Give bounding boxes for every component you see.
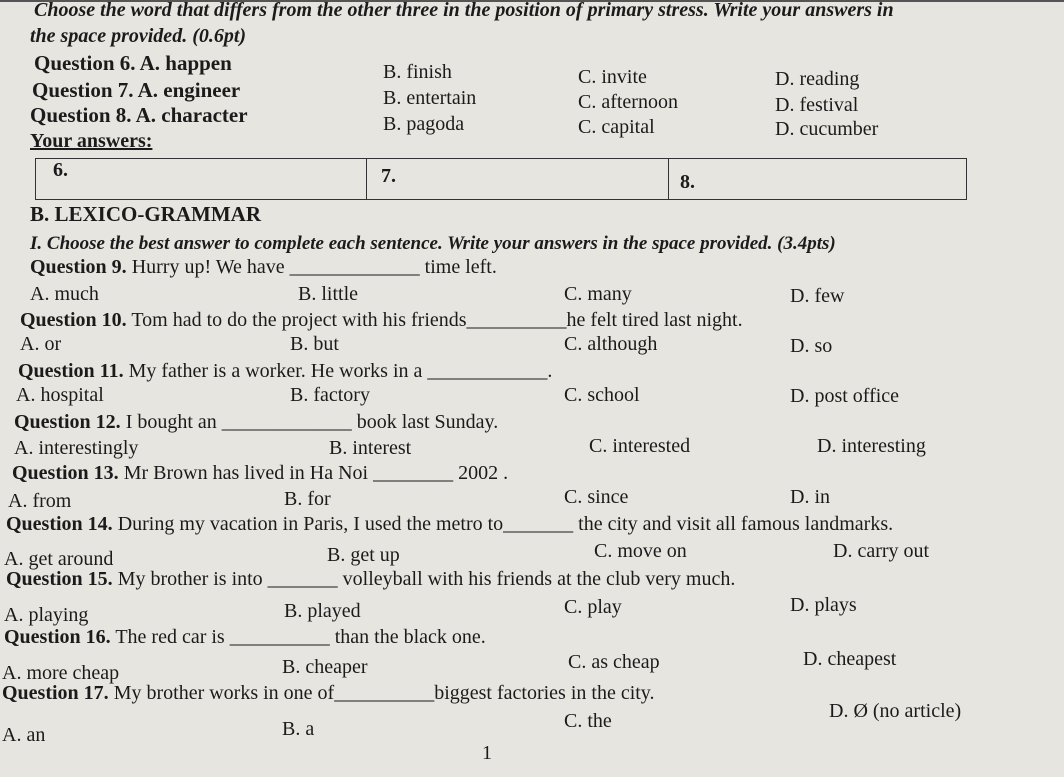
- question-9-option-b: B. little: [298, 283, 358, 305]
- question-13-option-a: A. from: [8, 490, 72, 512]
- question-16-option-d: D. cheapest: [803, 648, 897, 670]
- question-13-option-d: D. in: [790, 486, 830, 508]
- question-15-label: Question 15.: [6, 568, 113, 590]
- your-answers-label: Your answers:: [30, 130, 153, 152]
- question-10-option-a: A. or: [20, 333, 62, 355]
- question-8-option-b: B. pagoda: [383, 113, 465, 135]
- question-10-option-b: B. but: [290, 333, 339, 355]
- question-9: [30, 256, 497, 279]
- question-12-option-a: A. interestingly: [14, 437, 139, 459]
- question-13-label: Question 13.: [12, 462, 119, 484]
- question-17-text: My brother works in one of__________biggest factories in the city.: [113, 682, 655, 704]
- question-16-label: Question 16.: [4, 626, 111, 648]
- question-9-label: Question 9.: [30, 256, 127, 278]
- question-11-option-b: B. factory: [290, 384, 370, 406]
- question-7-option-c: C. afternoon: [578, 91, 678, 113]
- question-15: [6, 568, 735, 591]
- stress-instruction: Choose the word that differs from the other three in the position of primary stress. Write your answers in: [34, 0, 894, 21]
- question-11-option-c: C. school: [564, 384, 640, 406]
- question-12-text: I bought an _____________ book last Sunday.: [125, 411, 499, 433]
- question-14-option-c: C. move on: [594, 540, 687, 562]
- question-16-option-a: A. more cheap: [2, 662, 120, 684]
- question-12-label: Question 12.: [14, 411, 121, 433]
- question-15-option-c: C. play: [564, 596, 622, 618]
- question-7-option-d: D. festival: [775, 94, 859, 116]
- question-14-option-a: A. get around: [4, 548, 114, 570]
- question-12-option-c: C. interested: [589, 435, 691, 457]
- question-10-option-d: D. so: [790, 335, 833, 357]
- question-11-label: Question 11.: [18, 360, 124, 382]
- page-number: 1: [482, 742, 492, 764]
- question-13: [12, 462, 508, 485]
- question-16-text: The red car is __________ than the black one.: [115, 626, 486, 648]
- question-13-option-b: B. for: [284, 488, 331, 510]
- answer-cell-6[interactable]: [36, 159, 367, 199]
- question-12: [14, 411, 498, 434]
- question-14-option-b: B. get up: [327, 544, 400, 566]
- answer-label-7: 7.: [381, 165, 396, 187]
- question-7-label: Question 7. A. engineer: [32, 78, 241, 102]
- section-i-instruction: I. Choose the best answer to complete each sentence. Write your answers in the space provided. (3.4pts): [30, 233, 836, 254]
- question-6-label: Question 6. A. happen: [34, 51, 232, 75]
- question-9-option-d: D. few: [790, 285, 845, 307]
- answer-cell-8[interactable]: [668, 159, 968, 199]
- question-8-label: Question 8. A. character: [30, 103, 248, 127]
- question-12-option-d: D. interesting: [817, 435, 926, 457]
- question-8-option-d: D. cucumber: [775, 118, 879, 140]
- question-14-text: During my vacation in Paris, I used the metro to_______ the city and visit all famous landmarks.: [117, 513, 894, 535]
- question-17: [2, 682, 655, 705]
- question-14-option-d: D. carry out: [833, 540, 930, 562]
- question-6-option-d: D. reading: [775, 68, 860, 90]
- question-13-text: Mr Brown has lived in Ha Noi ________ 2002 .: [123, 462, 509, 484]
- question-16-option-c: C. as cheap: [568, 651, 660, 673]
- question-15-option-a: A. playing: [4, 604, 89, 626]
- answer-box: [35, 158, 967, 200]
- question-17-label: Question 17.: [2, 682, 109, 704]
- question-14-label: Question 14.: [6, 513, 113, 535]
- question-9-option-c: C. many: [564, 283, 632, 305]
- question-11-option-d: D. post office: [790, 385, 900, 407]
- question-7-option-b: B. entertain: [383, 87, 477, 109]
- question-14: [6, 513, 893, 536]
- question-9-text: Hurry up! We have _____________ time left.: [131, 256, 497, 278]
- stress-instruction-cont: the space provided. (0.6pt): [30, 25, 247, 47]
- question-10: [20, 309, 743, 332]
- question-16: [4, 626, 486, 649]
- question-15-option-b: B. played: [284, 600, 361, 622]
- question-12-option-b: B. interest: [329, 437, 412, 459]
- answer-cell-7[interactable]: [366, 159, 669, 199]
- question-16-option-b: B. cheaper: [282, 656, 368, 678]
- question-6-option-b: B. finish: [383, 61, 452, 83]
- question-11-option-a: A. hospital: [16, 384, 104, 406]
- question-8-option-c: C. capital: [578, 116, 655, 138]
- question-17-option-c: C. the: [564, 710, 612, 732]
- question-10-option-c: C. although: [564, 333, 658, 355]
- question-15-option-d: D. plays: [790, 594, 857, 616]
- question-11: [18, 360, 552, 383]
- answer-label-8: 8.: [680, 171, 695, 193]
- section-b-heading: B. LEXICO-GRAMMAR: [30, 202, 261, 226]
- question-6-option-c: C. invite: [578, 66, 647, 88]
- question-10-label: Question 10.: [20, 309, 127, 331]
- question-17-option-b: B. a: [282, 718, 315, 740]
- question-11-text: My father is a worker. He works in a ____________.: [128, 360, 553, 382]
- question-17-option-a: A. an: [2, 724, 46, 746]
- answer-label-6: 6.: [53, 159, 68, 181]
- question-9-option-a: A. much: [30, 283, 99, 305]
- question-15-text: My brother is into _______ volleyball with his friends at the club very much.: [117, 568, 736, 590]
- question-17-option-d: D. Ø (no article): [829, 700, 962, 722]
- question-10-text: Tom had to do the project with his friends__________he felt tired last night.: [131, 309, 743, 331]
- question-13-option-c: C. since: [564, 486, 629, 508]
